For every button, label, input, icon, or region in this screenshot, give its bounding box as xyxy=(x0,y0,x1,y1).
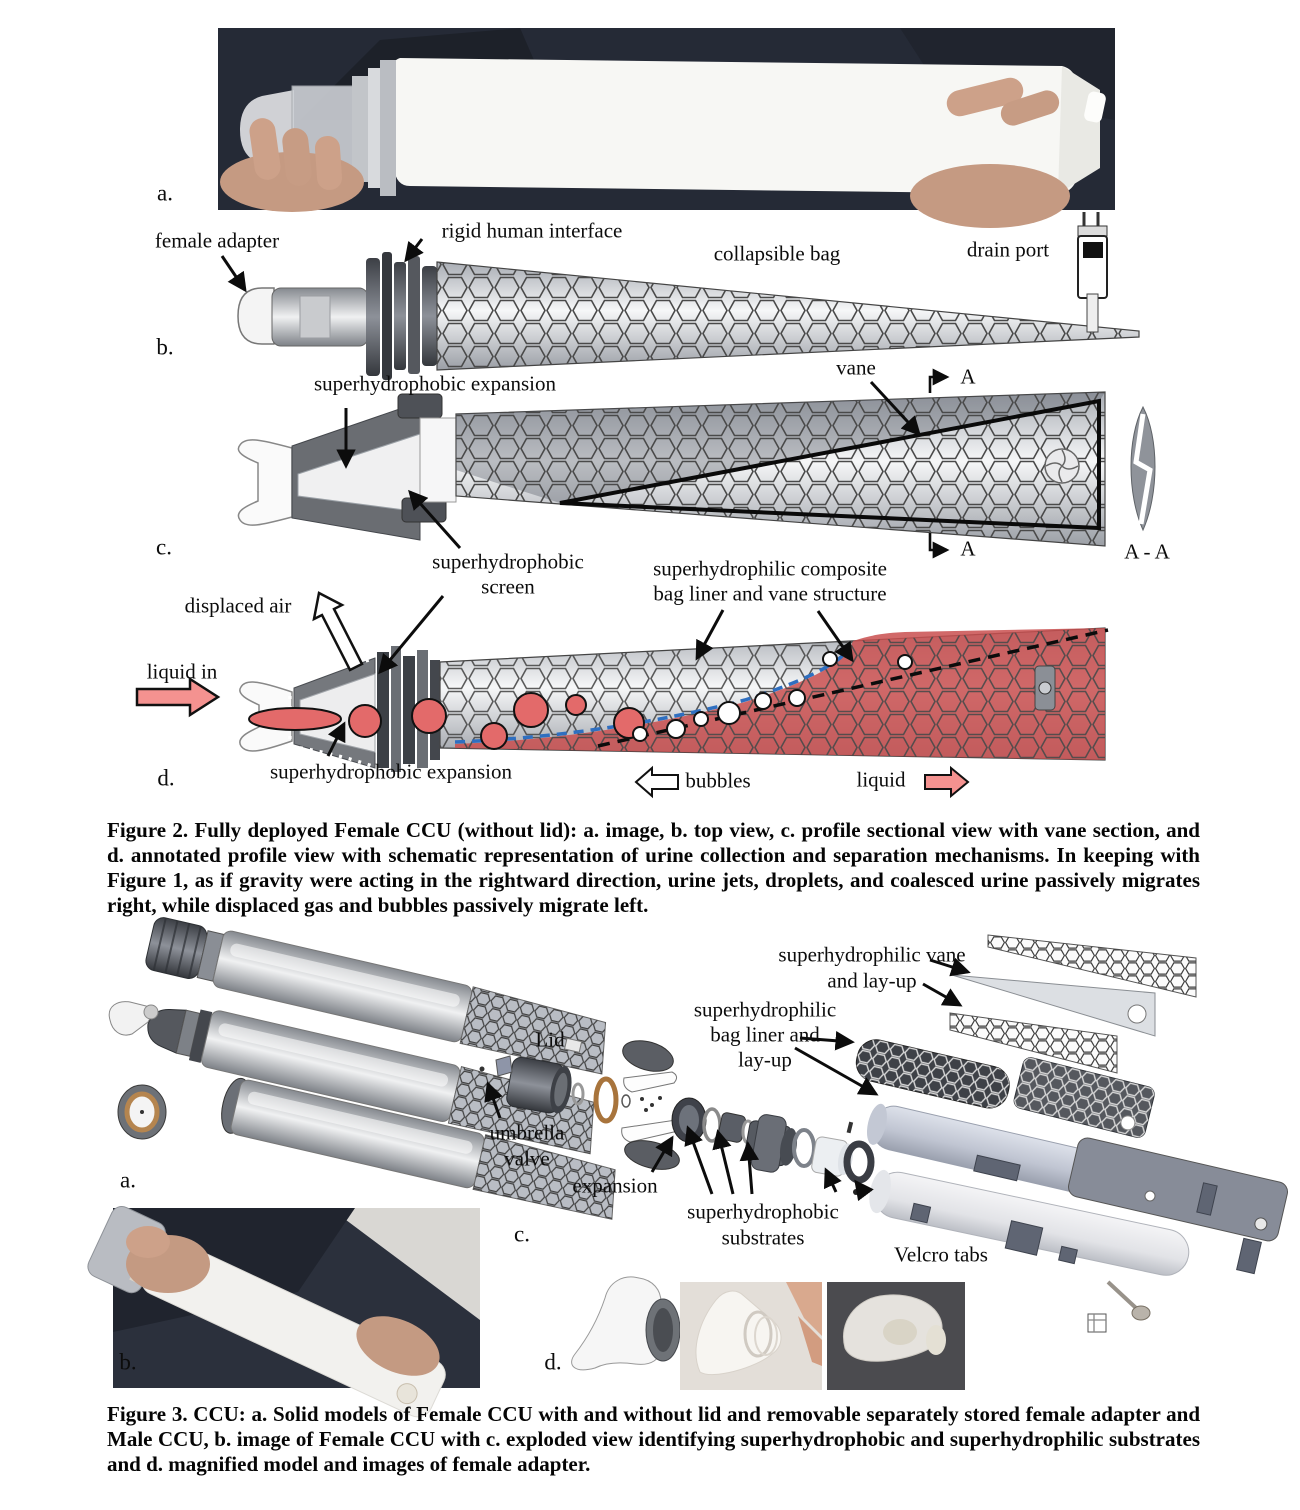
label-valve: valve xyxy=(504,1146,550,1171)
fig3-photo-stowed-ccu xyxy=(84,1203,480,1429)
label-rigid-human-interface: rigid human interface xyxy=(441,218,623,243)
label-superhydrophobic-expansion: superhydrophobic expansion xyxy=(313,371,557,396)
label-bubbles: bubbles xyxy=(685,768,751,793)
fig2-panel-b-letter: b. xyxy=(156,334,174,360)
label-superhydrophobic-expansion-d: superhydrophobic expansion xyxy=(269,759,513,784)
liquid-in-arrow xyxy=(137,679,218,715)
fig3-panel-b-letter: b. xyxy=(119,1349,137,1375)
fig3-exploded-view xyxy=(480,935,1290,1332)
label-section-aa: A - A xyxy=(1124,539,1170,564)
fig2-profile-section-drawing xyxy=(238,377,1155,550)
label-composite-liner-1: superhydrophilic composite xyxy=(653,556,887,581)
section-marker-top xyxy=(930,377,947,393)
figure2-caption: Figure 2. Fully deployed Female CCU (without lid): a. image, b. top view, c. profile sectional view with vane section, and d. annotated profile view with schematic representation of urine collection and separation mechanisms. In keeping with Figure 1, as if gravity were acting in the rightward direction, urine jets, droplets, and coalesced urine passively migrates right, while displaced gas and bubbles passively migrate left. xyxy=(107,818,1200,917)
label-bag-liner-1: superhydrophilic xyxy=(693,997,837,1022)
vane-section-lens xyxy=(1131,407,1155,530)
label-bag-liner-2: bag liner and xyxy=(710,1022,820,1047)
label-liquid-in: liquid in xyxy=(146,659,218,684)
label-superhydrophilic-vane-2: and lay-up xyxy=(827,968,917,993)
label-female-adapter: female adapter xyxy=(154,228,280,253)
label-collapsible-bag: collapsible bag xyxy=(713,241,841,266)
fig2-panel-a-letter: a. xyxy=(157,180,173,206)
fig3-adapter-photo-1 xyxy=(680,1282,822,1390)
label-superhydrophobic-screen-1: superhydrophobic xyxy=(432,549,584,574)
label-umbrella: umbrella xyxy=(489,1120,565,1145)
figure3-caption: Figure 3. CCU: a. Solid models of Female CCU with and without lid and removable separately stored female adapter and Male CCU, b. image of Female CCU with c. exploded view identifying superhydrophobic and superhydrophilic substrates and d. magnified model and images of female adapter. xyxy=(107,1402,1200,1476)
displaced-air-arrow xyxy=(314,593,362,670)
label-superhydrophilic-vane-1: superhydrophilic vane xyxy=(778,942,966,967)
fig2-panel-c-letter: c. xyxy=(156,534,172,560)
fig2-panel-d-letter: d. xyxy=(157,765,175,791)
fig3-adapter-model xyxy=(572,1277,680,1370)
label-composite-liner-2: bag liner and vane structure xyxy=(653,581,887,606)
fig3-panel-c-letter: c. xyxy=(514,1221,530,1247)
label-drain-port: drain port xyxy=(966,237,1050,262)
bubbles-arrow xyxy=(636,768,678,796)
drain-port-icon xyxy=(1078,212,1107,332)
umbrella-valve-part xyxy=(496,1056,512,1076)
label-displaced-air: displaced air xyxy=(184,593,292,618)
label-substrates-2: substrates xyxy=(721,1225,805,1250)
fig3-adapter-photo-2 xyxy=(827,1282,965,1390)
label-bag-liner-3: lay-up xyxy=(738,1047,792,1072)
label-liquid: liquid xyxy=(856,767,906,792)
removed-lid-ring xyxy=(118,1085,166,1139)
label-section-a-bottom: A xyxy=(960,536,976,561)
label-substrates-1: superhydrophobic xyxy=(687,1199,839,1224)
fig2-photo-deployed-ccu xyxy=(218,28,1115,228)
label-expansion: expansion xyxy=(572,1173,658,1198)
section-marker-bottom xyxy=(930,533,947,550)
fig3-panel-a-letter: a. xyxy=(120,1167,136,1193)
label-section-a-top: A xyxy=(960,364,976,389)
label-vane: vane xyxy=(836,355,876,380)
label-lid: Lid xyxy=(535,1027,565,1052)
liquid-arrow xyxy=(925,768,968,796)
label-superhydrophobic-screen-2: screen xyxy=(481,574,535,599)
label-velcro-tabs: Velcro tabs xyxy=(894,1242,988,1267)
fig3-panel-d-letter: d. xyxy=(544,1349,562,1375)
